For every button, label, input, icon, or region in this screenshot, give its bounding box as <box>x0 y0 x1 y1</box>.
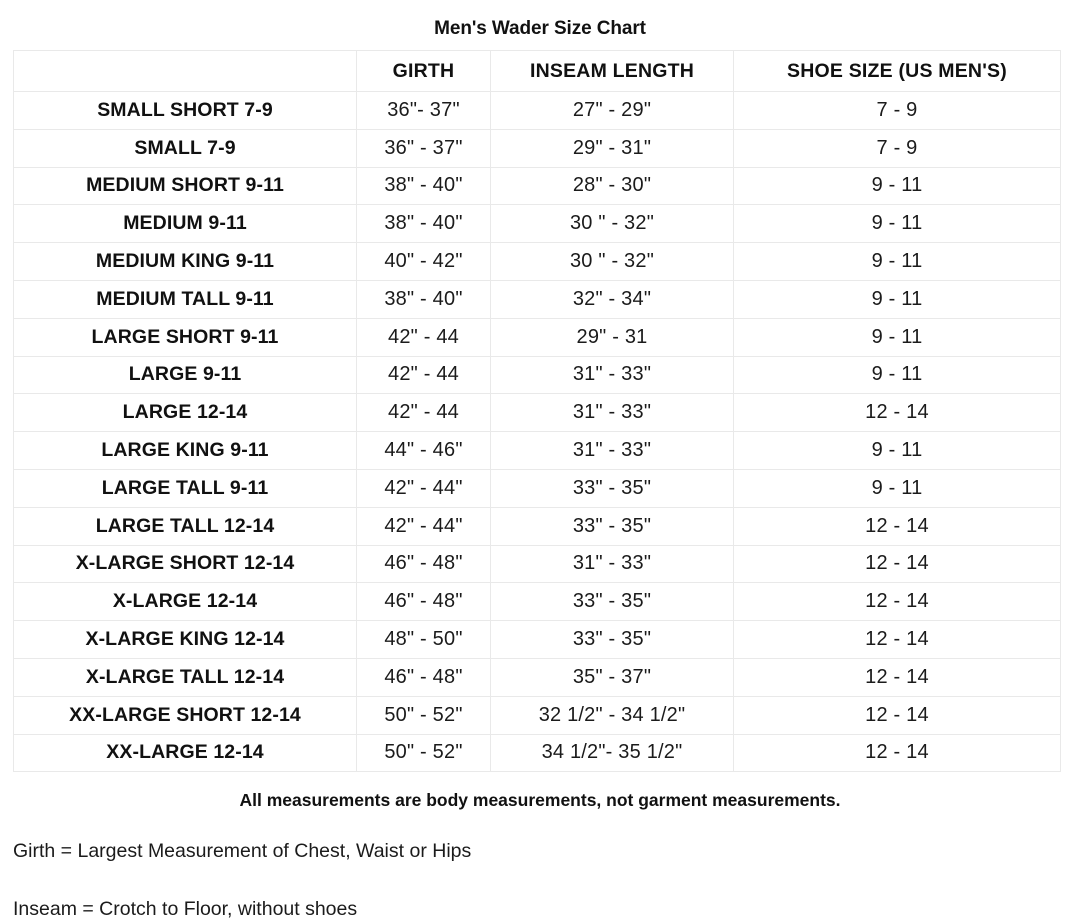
inseam-cell: 31" - 33" <box>491 432 734 470</box>
shoe-size-cell: 9 - 11 <box>734 432 1061 470</box>
size-name-cell: LARGE TALL 9-11 <box>14 469 357 507</box>
inseam-cell: 33" - 35" <box>491 507 734 545</box>
inseam-cell: 31" - 33" <box>491 356 734 394</box>
table-row <box>14 167 1061 205</box>
page-title: Men's Wader Size Chart <box>434 18 646 39</box>
shoe-size-cell: 9 - 11 <box>734 318 1061 356</box>
shoe-size-cell: 9 - 11 <box>734 167 1061 205</box>
girth-cell: 36"- 37" <box>357 92 491 130</box>
inseam-cell: 29" - 31" <box>491 129 734 167</box>
shoe-size-cell: 12 - 14 <box>734 394 1061 432</box>
table-row <box>14 469 1061 507</box>
size-chart-table <box>13 50 1061 772</box>
inseam-cell: 33" - 35" <box>491 621 734 659</box>
girth-cell: 46" - 48" <box>357 583 491 621</box>
table-row <box>14 92 1061 130</box>
shoe-size-cell: 12 - 14 <box>734 696 1061 734</box>
girth-cell: 50" - 52" <box>357 734 491 772</box>
table-row <box>14 394 1061 432</box>
size-name-cell: SMALL 7-9 <box>14 129 357 167</box>
girth-cell: 38" - 40" <box>357 167 491 205</box>
table-row <box>14 432 1061 470</box>
inseam-cell: 32 1/2" - 34 1/2" <box>491 696 734 734</box>
table-row <box>14 621 1061 659</box>
column-header-size <box>14 51 357 92</box>
size-name-cell: MEDIUM TALL 9-11 <box>14 280 357 318</box>
girth-cell: 42" - 44 <box>357 318 491 356</box>
inseam-cell: 30 " - 32" <box>491 243 734 281</box>
inseam-definition: Inseam = Crotch to Floor, without shoes <box>13 898 358 921</box>
inseam-cell: 30 " - 32" <box>491 205 734 243</box>
inseam-cell: 27" - 29" <box>491 92 734 130</box>
size-name-cell: MEDIUM KING 9-11 <box>14 243 357 281</box>
inseam-cell: 35" - 37" <box>491 658 734 696</box>
table-row <box>14 734 1061 772</box>
table-row <box>14 696 1061 734</box>
size-name-cell: SMALL SHORT 7-9 <box>14 92 357 130</box>
size-name-cell: X-LARGE 12-14 <box>14 583 357 621</box>
girth-cell: 46" - 48" <box>357 545 491 583</box>
girth-cell: 48" - 50" <box>357 621 491 659</box>
table-row <box>14 129 1061 167</box>
shoe-size-cell: 12 - 14 <box>734 734 1061 772</box>
table-row <box>14 243 1061 281</box>
shoe-size-cell: 12 - 14 <box>734 583 1061 621</box>
inseam-cell: 29" - 31 <box>491 318 734 356</box>
table-row <box>14 583 1061 621</box>
girth-cell: 42" - 44 <box>357 356 491 394</box>
size-name-cell: MEDIUM SHORT 9-11 <box>14 167 357 205</box>
inseam-cell: 33" - 35" <box>491 583 734 621</box>
table-row <box>14 205 1061 243</box>
column-header-shoe: SHOE SIZE (US MEN'S) <box>734 51 1061 92</box>
size-name-cell: X-LARGE TALL 12-14 <box>14 658 357 696</box>
table-row <box>14 545 1061 583</box>
size-name-cell: XX-LARGE SHORT 12-14 <box>14 696 357 734</box>
table-row <box>14 658 1061 696</box>
shoe-size-cell: 12 - 14 <box>734 545 1061 583</box>
girth-cell: 42" - 44 <box>357 394 491 432</box>
shoe-size-cell: 12 - 14 <box>734 658 1061 696</box>
girth-cell: 44" - 46" <box>357 432 491 470</box>
girth-cell: 40" - 42" <box>357 243 491 281</box>
shoe-size-cell: 9 - 11 <box>734 205 1061 243</box>
girth-cell: 38" - 40" <box>357 205 491 243</box>
table-row <box>14 318 1061 356</box>
girth-cell: 46" - 48" <box>357 658 491 696</box>
inseam-cell: 33" - 35" <box>491 469 734 507</box>
size-name-cell: LARGE 12-14 <box>14 394 357 432</box>
inseam-cell: 34 1/2"- 35 1/2" <box>491 734 734 772</box>
table-row <box>14 280 1061 318</box>
girth-cell: 36" - 37" <box>357 129 491 167</box>
girth-cell: 42" - 44" <box>357 469 491 507</box>
size-name-cell: XX-LARGE 12-14 <box>14 734 357 772</box>
shoe-size-cell: 12 - 14 <box>734 621 1061 659</box>
size-name-cell: LARGE TALL 12-14 <box>14 507 357 545</box>
inseam-cell: 31" - 33" <box>491 394 734 432</box>
girth-cell: 50" - 52" <box>357 696 491 734</box>
girth-definition: Girth = Largest Measurement of Chest, Waist or Hips <box>13 840 472 863</box>
column-header-girth: GIRTH <box>357 51 491 92</box>
inseam-cell: 32" - 34" <box>491 280 734 318</box>
shoe-size-cell: 9 - 11 <box>734 356 1061 394</box>
shoe-size-cell: 9 - 11 <box>734 469 1061 507</box>
shoe-size-cell: 12 - 14 <box>734 507 1061 545</box>
table-header-row <box>14 51 1061 92</box>
size-name-cell: X-LARGE KING 12-14 <box>14 621 357 659</box>
table-row <box>14 507 1061 545</box>
shoe-size-cell: 9 - 11 <box>734 280 1061 318</box>
size-name-cell: LARGE 9-11 <box>14 356 357 394</box>
size-name-cell: MEDIUM 9-11 <box>14 205 357 243</box>
inseam-cell: 28" - 30" <box>491 167 734 205</box>
size-name-cell: LARGE KING 9-11 <box>14 432 357 470</box>
girth-cell: 42" - 44" <box>357 507 491 545</box>
shoe-size-cell: 7 - 9 <box>734 92 1061 130</box>
inseam-cell: 31" - 33" <box>491 545 734 583</box>
size-name-cell: X-LARGE SHORT 12-14 <box>14 545 357 583</box>
shoe-size-cell: 7 - 9 <box>734 129 1061 167</box>
table-row <box>14 356 1061 394</box>
table-body <box>14 92 1061 772</box>
table-header <box>14 51 1061 92</box>
measurements-disclaimer: All measurements are body measurements, not garment measurements. <box>239 790 841 811</box>
girth-cell: 38" - 40" <box>357 280 491 318</box>
size-name-cell: LARGE SHORT 9-11 <box>14 318 357 356</box>
column-header-inseam: INSEAM LENGTH <box>491 51 734 92</box>
shoe-size-cell: 9 - 11 <box>734 243 1061 281</box>
size-chart-table-container <box>13 50 1067 772</box>
